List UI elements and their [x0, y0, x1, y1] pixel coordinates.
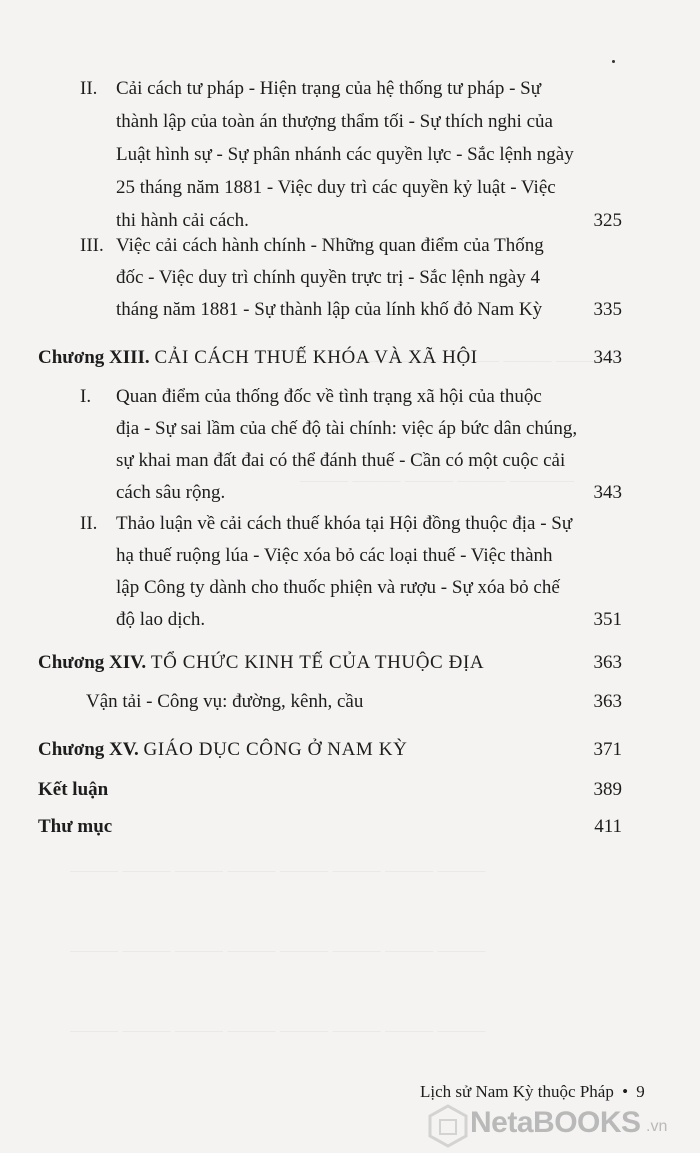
section-number: II.	[80, 78, 98, 99]
bleed-through	[300, 470, 574, 491]
section-number: III.	[80, 235, 104, 256]
page-number: 343	[593, 347, 622, 368]
watermark-brand: NetaBOOKS	[470, 1106, 641, 1139]
section-number: II.	[80, 513, 98, 534]
toc-entry-line: Thảo luận về cải cách thuế khóa tại Hội đồng thuộc địa - Sự	[116, 513, 573, 534]
running-title: Lịch sử Nam Kỳ thuộc Pháp	[420, 1082, 614, 1101]
page-number: 335	[593, 299, 622, 320]
watermark-suffix: .vn	[646, 1118, 668, 1135]
bleed-through	[70, 940, 486, 961]
toc-entry-line: thành lập của toàn án thượng thẩm tối - Sự thích nghi của	[116, 111, 553, 132]
chapter-title: GIÁO DỤC CÔNG Ở NAM KỲ	[143, 739, 408, 760]
conclusion-heading: Kết luận	[38, 779, 109, 800]
ink-speck	[612, 60, 615, 63]
toc-entry-line: tháng năm 1881 - Sự thành lập của lính khố đỏ Nam Kỳ	[116, 299, 543, 320]
page-number: 411	[594, 816, 622, 837]
toc-entry-line: Vận tải - Công vụ: đường, kênh, cầu	[86, 691, 364, 712]
toc-entry-line: Việc cải cách hành chính - Những quan điểm của Thống	[116, 235, 544, 256]
page-number: 325	[593, 210, 622, 231]
toc-entry-line: lập Công ty dành cho thuốc phiện và rượu - Sự xóa bỏ chế	[116, 577, 560, 598]
chapter-label: Chương XIV.	[38, 652, 147, 673]
chapter-label: Chương XV.	[38, 739, 139, 760]
page-number: 363	[593, 691, 622, 712]
toc-entry-line: Luật hình sự - Sự phân nhánh các quyền lực - Sắc lệnh ngày	[116, 144, 574, 165]
toc-entry-line: Quan điểm của thống đốc về tình trạng xã hội của thuộc	[116, 386, 542, 407]
toc-entry-line: độ lao dịch.	[116, 609, 206, 630]
toc-entry-line: hạ thuế ruộng lúa - Việc xóa bỏ các loại thuế - Việc thành	[116, 545, 553, 566]
chapter-heading	[38, 346, 478, 370]
toc-entry-line: cách sâu rộng.	[116, 482, 226, 503]
footer-separator: •	[622, 1082, 629, 1101]
chapter-heading	[38, 738, 407, 762]
page-number: 389	[593, 779, 622, 800]
toc-entry-line: đốc - Việc duy trì chính quyền trực trị - Sắc lệnh ngày 4	[116, 267, 541, 288]
chapter-label: Chương XIII.	[38, 347, 150, 368]
page-number: 371	[593, 739, 622, 760]
toc-entry-line: thi hành cải cách.	[116, 210, 249, 231]
chapter-title: CẢI CÁCH THUẾ KHÓA VÀ XÃ HỘI	[154, 347, 478, 368]
section-number: I.	[80, 386, 92, 407]
chapter-title: TỔ CHỨC KINH TẾ CỦA THUỘC ĐỊA	[150, 652, 485, 673]
bleed-through	[70, 1020, 486, 1041]
toc-entry-line: Cải cách tư pháp - Hiện trạng của hệ thống tư pháp - Sự	[116, 78, 542, 99]
toc-entry-line: 25 tháng năm 1881 - Việc duy trì các quyền kỷ luật - Việc	[116, 177, 556, 198]
page-number: 343	[593, 482, 622, 503]
bibliography-heading: Thư mục	[38, 816, 113, 837]
chapter-heading	[38, 651, 484, 675]
bleed-through	[70, 860, 486, 881]
page-number: 363	[593, 652, 622, 673]
page-number: 351	[593, 609, 622, 630]
folio-page-number: 9	[636, 1082, 645, 1101]
toc-entry-line: sự khai man đất đai có thể đánh thuế - Cần có một cuộc cải	[116, 450, 566, 471]
toc-entry-line: địa - Sự sai lầm của chế độ tài chính: việc áp bức dân chúng,	[116, 418, 578, 439]
